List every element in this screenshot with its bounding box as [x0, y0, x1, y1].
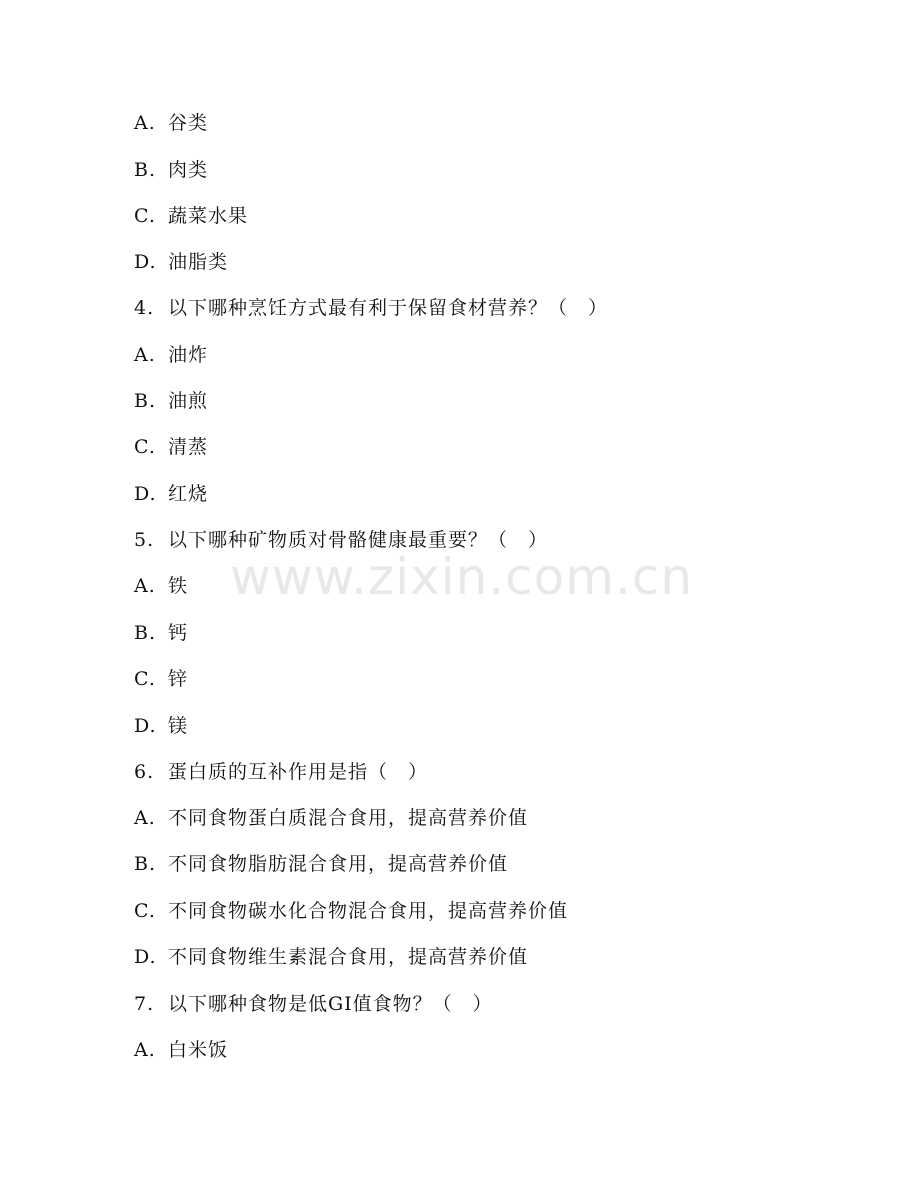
option-line: [134, 803, 528, 833]
option-text: 白米饭: [168, 1039, 229, 1061]
option-text: 清蒸: [168, 436, 209, 458]
option-label: D.: [134, 251, 157, 273]
question-text: 以下哪种矿物质对骨骼健康最重要？（ ）: [168, 529, 549, 551]
option-text: 油脂类: [168, 251, 229, 273]
option-text: 不同食物脂肪混合食用，提高营养价值: [168, 853, 509, 875]
option-line: [134, 386, 208, 416]
question-number: 5.: [134, 529, 155, 551]
option-label: B.: [134, 622, 157, 644]
option-text: 谷类: [168, 112, 209, 134]
option-label: B.: [134, 159, 157, 181]
option-label: D.: [134, 483, 157, 505]
question-text: 以下哪种烹饪方式最有利于保留食材营养？（ ）: [168, 297, 609, 319]
option-line: [134, 247, 228, 277]
option-text: 镁: [168, 715, 189, 737]
option-label: D.: [134, 946, 157, 968]
question-number: 4.: [134, 297, 155, 319]
option-line: [134, 618, 188, 648]
option-line: [134, 340, 208, 370]
option-line: [134, 432, 208, 462]
option-line: [134, 1035, 228, 1065]
option-label: C.: [134, 205, 156, 227]
option-label: C.: [134, 900, 156, 922]
option-label: A.: [134, 807, 156, 829]
option-text: 肉类: [168, 159, 209, 181]
option-line: [134, 942, 528, 972]
option-label: A.: [134, 344, 156, 366]
option-line: [134, 849, 508, 879]
option-line: [134, 711, 188, 741]
option-label: B.: [134, 853, 157, 875]
option-text: 油炸: [168, 344, 209, 366]
option-line: [134, 479, 208, 509]
option-label: D.: [134, 715, 157, 737]
option-text: 红烧: [168, 483, 209, 505]
question-line: [134, 989, 493, 1019]
option-label: C.: [134, 436, 156, 458]
option-line: [134, 108, 208, 138]
option-line: [134, 155, 208, 185]
option-line: [134, 571, 188, 601]
question-text: 以下哪种食物是低GI值食物？（ ）: [168, 993, 493, 1015]
option-text: 不同食物碳水化合物混合食用，提高营养价值: [168, 900, 569, 922]
question-number: 6.: [134, 761, 155, 783]
question-number: 7.: [134, 993, 155, 1015]
option-line: [134, 896, 568, 926]
option-label: B.: [134, 390, 157, 412]
option-label: A.: [134, 112, 156, 134]
option-label: A.: [134, 575, 156, 597]
option-text: 钙: [168, 622, 189, 644]
option-text: 油煎: [168, 390, 209, 412]
option-text: 锌: [168, 668, 189, 690]
question-text: 蛋白质的互补作用是指（ ）: [168, 761, 429, 783]
option-text: 铁: [168, 575, 189, 597]
option-text: 不同食物蛋白质混合食用，提高营养价值: [168, 807, 529, 829]
question-line: [134, 757, 428, 787]
option-line: [134, 201, 248, 231]
option-text: 不同食物维生素混合食用，提高营养价值: [168, 946, 529, 968]
watermark-text: www.zixin.com.cn: [230, 548, 694, 606]
option-line: [134, 664, 188, 694]
question-line: [134, 293, 608, 323]
option-label: A.: [134, 1039, 156, 1061]
option-label: C.: [134, 668, 156, 690]
option-text: 蔬菜水果: [168, 205, 249, 227]
